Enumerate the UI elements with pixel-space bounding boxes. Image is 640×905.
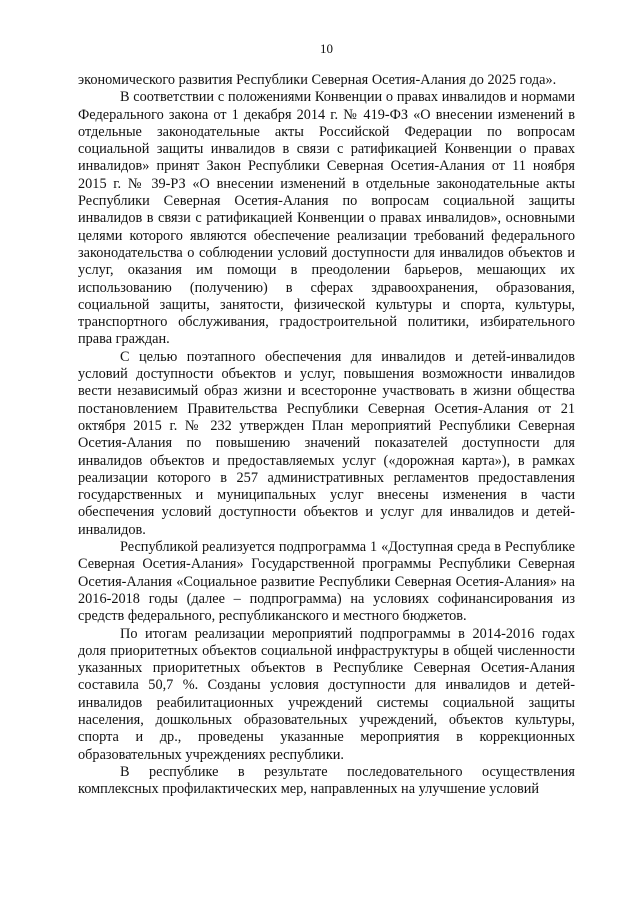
paragraph-subprogram: Республикой реализуется подпрограмма 1 «Доступная среда в Республике Северная Осетия-Алания» Государственной программы Республики Северная Осетия-Алания «Социальное развитие Республики Северная Осетия-Алания» на 2016-2018 годы (далее – подпрограмма) на условиях софинансирования из средств федерального, республиканского и местного бюджетов. — [78, 539, 575, 625]
paragraph-convention: В соответствии с положениями Конвенции о правах инвалидов и нормами Федерального закона от 1 декабря 2014 г. № 419-ФЗ «О внесении изменений в отдельные законодательные акты Российской Федерации по вопросам социальной защиты инвалидов в связи с ратификацией Конвенции о правах инвалидов» принят Закон Республики Северная Осетия-Алания от 11 ноября 2015 г. № 39-РЗ «О внесении изменений в отдельные законодательные акты Республики Северная Осетия-Алания по вопросам социальной защиты инвалидов в связи с ратификацией Конвенции о правах инвалидов», основными целями которого являются обеспечение реализации требований федерального законодательства о соблюдении условий доступности для инвалидов объектов и услуг, оказания им помощи в преодолении барьеров, мешающих их использованию (получению) в сферах здравоохранения, образования, социальной защиты, занятости, физической культуры и спорта, культуры, транспортного обслуживания, градостроительной политики, избирательного права граждан. — [78, 89, 575, 348]
paragraph-continuation: экономического развития Республики Северная Осетия-Алания до 2025 года». — [78, 72, 557, 88]
paragraph-results: По итогам реализации мероприятий подпрограммы в 2014-2016 годах доля приоритетных объектов социальной инфраструктуры в общей численности указанных приоритетных объектов в Республике Северная Осетия-Алания составила 50,7 %. Созданы условия доступности для инвалидов и детей-инвалидов реабилитационных учреждений системы социальной защиты населения, дошкольных образовательных учреждений, объектов культуры, спорта и др., проведены указанные мероприятия в коррекционных образовательных учреждениях республики. — [78, 625, 575, 763]
document-page — [78, 40, 575, 798]
page-number: 10 — [320, 41, 333, 56]
paragraph-prevention: В республике в результате последовательного осуществления комплексных профилактических мер, направленных на улучшение условий — [78, 763, 575, 798]
paragraph-roadmap: С целью поэтапного обеспечения для инвалидов и детей-инвалидов условий доступности объектов и услуг, повышения возможности инвалидов вести независимый образ жизни и всесторонне участвовать в жизни общества постановлением Правительства Республики Северная Осетия-Алания от 21 октября 2015 г. № 232 утвержден План мероприятий Республики Северная Осетия-Алания по повышению значений показателей доступности для инвалидов объектов и предоставляемых услуг («дорожная карта»), в рамках реализации которого в 257 административных регламентов предоставления государственных и муниципальных услуг внесены изменения в части обеспечения условий доступности объектов и услуг для инвалидов и детей-инвалидов. — [78, 348, 575, 538]
